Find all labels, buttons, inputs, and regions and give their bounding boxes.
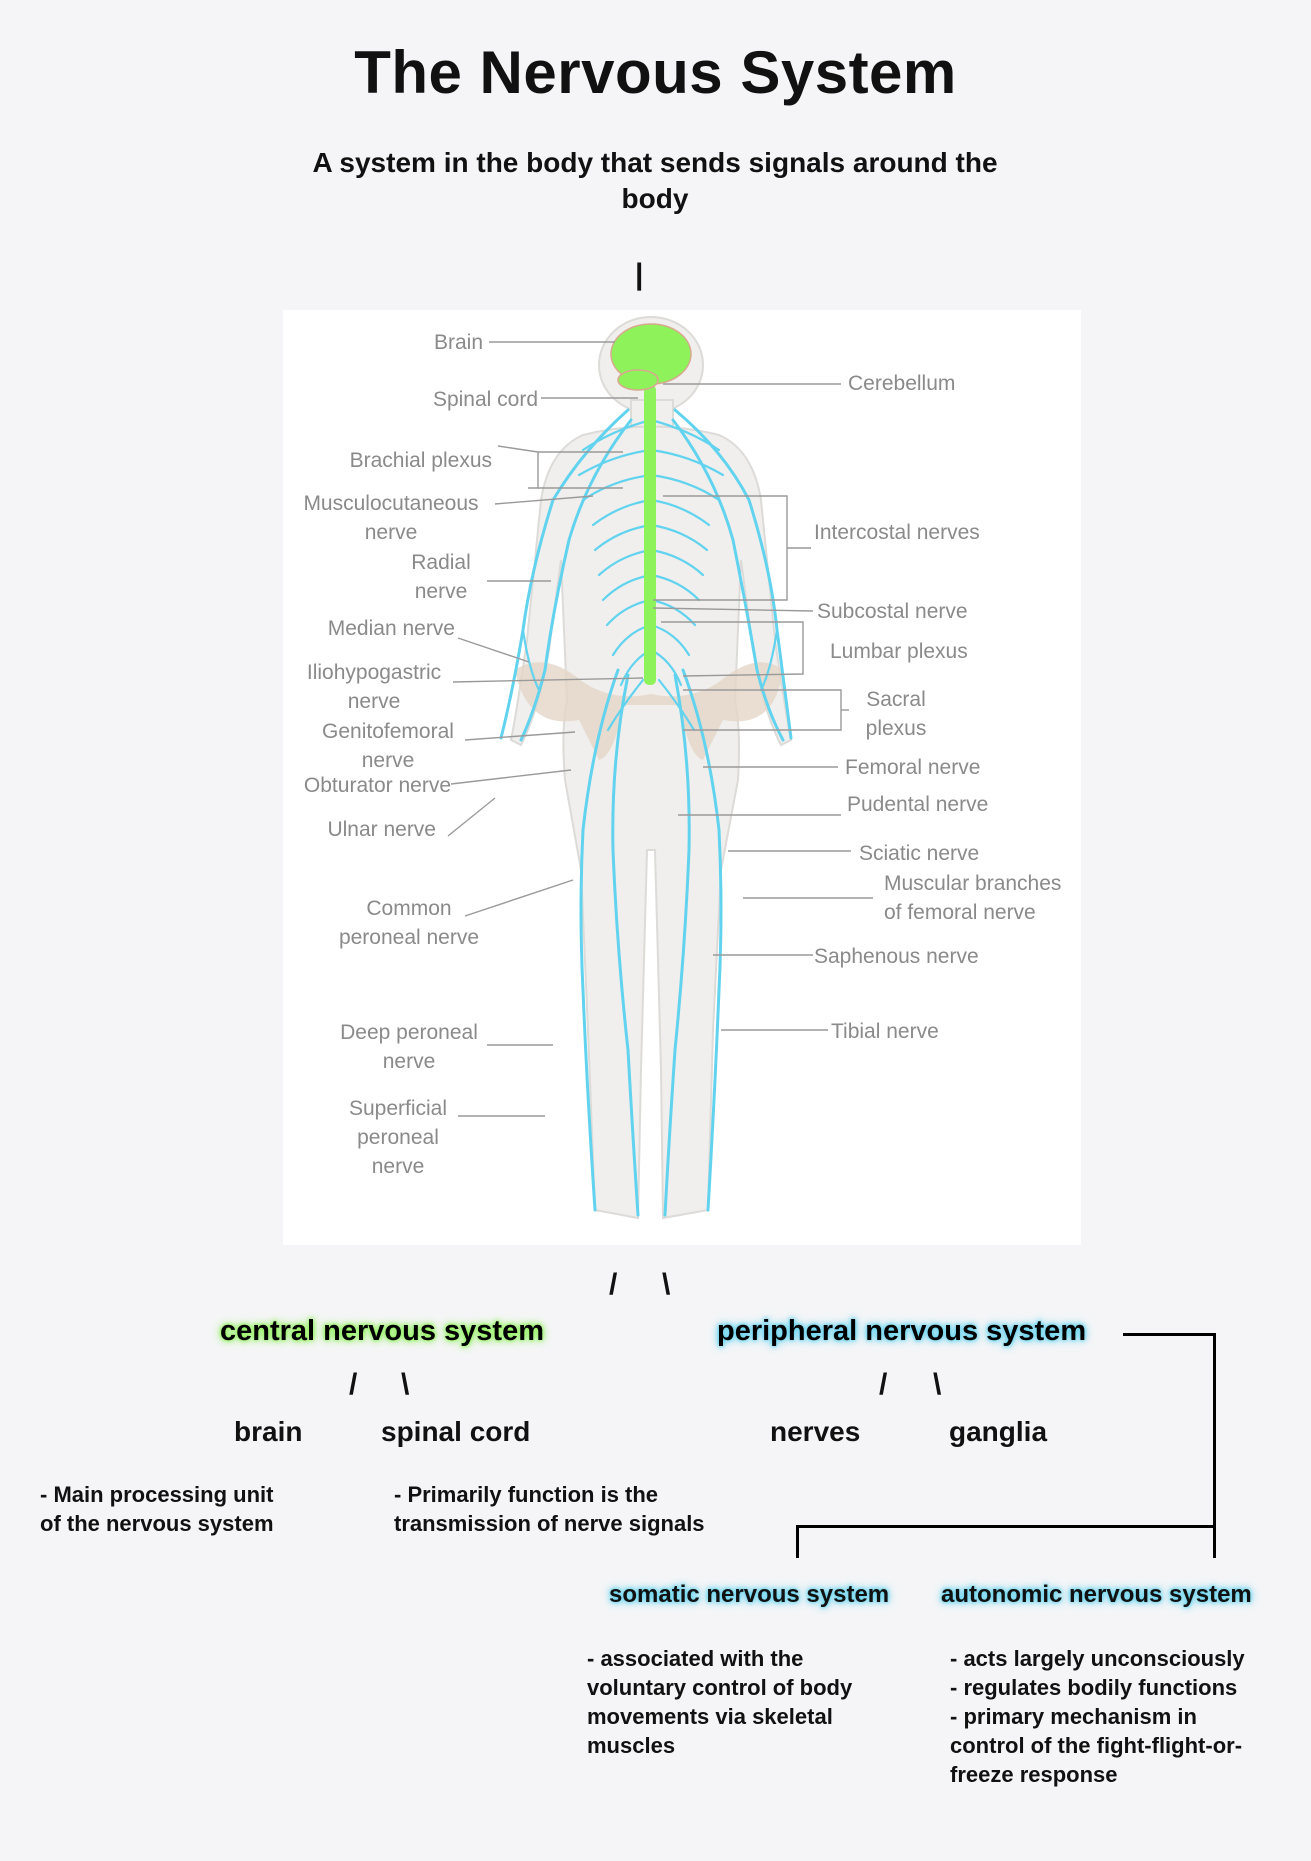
label-obturator: Obturator nerve [303, 774, 451, 797]
label-sciatic: Sciatic nerve [859, 842, 980, 865]
spinal-cord-label: spinal cord [381, 1416, 531, 1447]
label-lumbar-plexus: Lumbar plexus [830, 640, 968, 663]
label-median: Median nerve [327, 617, 455, 640]
label-muscular-branches-2: of femoral nerve [884, 901, 1036, 924]
bracket-horizontal [796, 1525, 1216, 1528]
connector-backslash-pns: \ [933, 1368, 942, 1401]
somatic-nervous-system-label: somatic nervous system [609, 1581, 890, 1608]
peripheral-nervous-system-label: peripheral nervous system [717, 1315, 1087, 1347]
spinal-cord-shape [644, 385, 656, 685]
bracket-top [1123, 1333, 1216, 1336]
label-radial: Radial [411, 551, 471, 574]
label-pudental: Pudental nerve [847, 793, 989, 816]
label-genitofemoral-2: nerve [361, 749, 415, 772]
label-muscular-branches: Muscular branches [884, 872, 1062, 895]
label-iliohypogastric: Iliohypogastric [306, 661, 442, 684]
nervous-system-illustration [283, 310, 1081, 1245]
label-sacral-plexus-2: plexus [865, 717, 927, 740]
label-saphenous: Saphenous nerve [814, 945, 979, 968]
connector-slash-cns: / [349, 1368, 358, 1401]
label-spinal-cord: Spinal cord [432, 388, 538, 411]
connector-bar: | [635, 258, 644, 291]
connector-backslash-main: \ [662, 1268, 671, 1301]
label-musculocutaneous: Musculocutaneous [303, 492, 479, 515]
label-deep-peroneal-2: nerve [382, 1050, 436, 1073]
label-superficial-peroneal: Superficial [348, 1097, 448, 1120]
spinal-cord-note: - Primarily function is the transmission of nerve signals [394, 1482, 705, 1536]
label-ulnar: Ulnar nerve [327, 818, 436, 841]
bracket-left-drop [796, 1525, 799, 1558]
label-deep-peroneal: Deep peroneal [340, 1021, 478, 1044]
label-tibial: Tibial nerve [831, 1020, 939, 1043]
nerves-label: nerves [770, 1416, 861, 1447]
somatic-note: - associated with the voluntary control of body movements via skeletal muscles [587, 1646, 853, 1758]
label-intercostal: Intercostal nerves [814, 521, 980, 544]
autonomic-note: - acts largely unconsciously - regulates bodily functions - primary mechanism in control of the fight-flight-or- freeze response [950, 1646, 1245, 1787]
connector-slash-pns: / [879, 1368, 888, 1401]
label-brachial-plexus: Brachial plexus [349, 449, 492, 472]
label-brain: Brain [433, 331, 483, 354]
label-radial-2: nerve [414, 580, 468, 603]
ganglia-label: ganglia [949, 1416, 1048, 1447]
central-nervous-system-label: central nervous system [220, 1315, 544, 1347]
label-genitofemoral: Genitofemoral [322, 720, 454, 743]
autonomic-nervous-system-label: autonomic nervous system [941, 1581, 1252, 1608]
label-iliohypogastric-2: nerve [347, 690, 401, 713]
brain-label: brain [234, 1416, 303, 1447]
label-femoral: Femoral nerve [845, 756, 981, 779]
connector-slash-main: / [609, 1268, 618, 1301]
page-title: The Nervous System [354, 39, 957, 106]
connector-backslash-cns: \ [401, 1368, 410, 1401]
label-subcostal: Subcostal nerve [817, 600, 968, 623]
label-sacral-plexus: Sacral [866, 688, 926, 711]
label-common-peroneal: Common [366, 897, 452, 920]
label-superficial-peroneal-2: peroneal [357, 1126, 439, 1149]
label-superficial-peroneal-3: nerve [371, 1155, 425, 1178]
label-common-peroneal-2: peroneal nerve [338, 926, 480, 949]
cerebellum-shape [618, 370, 658, 390]
page-subtitle: A system in the body that sends signals around the body [312, 147, 998, 214]
label-musculocutaneous-2: nerve [364, 521, 418, 544]
brain-note: - Main processing unit of the nervous system [40, 1482, 274, 1536]
label-cerebellum: Cerebellum [848, 372, 956, 395]
